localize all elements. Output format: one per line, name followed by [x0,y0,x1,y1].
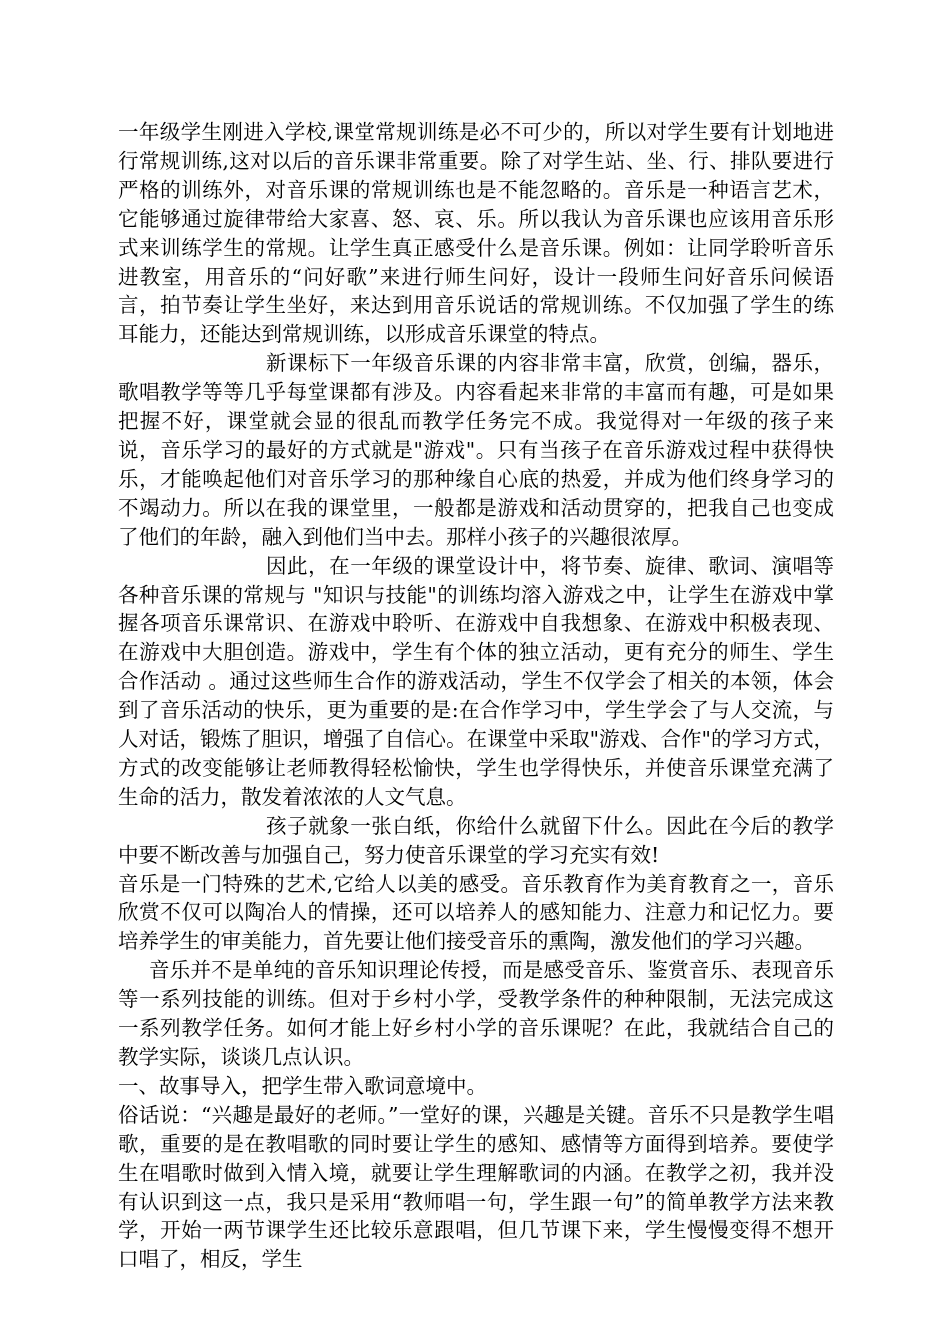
paragraph-rural-school: 音乐并不是单纯的音乐知识理论传授，而是感受音乐、鉴赏音乐、表现音乐等一系列技能的训练。但对于乡村小学，受教学条件的种种限制，无法完成这一系列教学任务。如何才能上好乡村小学的音乐课呢？在此，我就结合自己的教学实际，谈谈几点认识。 [118,958,834,1069]
paragraph-blank-paper: 孩子就象一张白纸，你给什么就留下什么。因此在今后的教学中要不断改善与加强自己，努力使音乐课堂的学习充实有效! [118,813,834,867]
paragraph-new-curriculum: 新课标下一年级音乐课的内容非常丰富，欣赏，创编，器乐，歌唱教学等等几乎每堂课都有涉及。内容看起来非常的丰富而有趣，可是如果把握不好，课堂就会显的很乱而教学任务完不成。我觉得对一年级的孩子来说，音乐学习的最好的方式就是"游戏"。只有当孩子在音乐游戏过程中获得快乐，才能唤起他们对音乐学习的那种缘自心底的热爱，并成为他们终身学习的不竭动力。所以在我的课堂里，一般都是游戏和活动贯穿的，把我自己也变成了他们的年龄，融入到他们当中去。那样小孩子的兴趣很浓厚。 [118,351,834,549]
paragraph-game-design: 因此，在一年级的课堂设计中，将节奏、旋律、歌词、演唱等各种音乐课的常规与 "知识与技能"的训练均溶入游戏之中，让学生在游戏中掌握各项音乐课常识、在游戏中聆听、在游戏中自我想象、在游戏中积极表现、在游戏中大胆创造。游戏中，学生有个体的独立活动，更有充分的师生、学生合作活动 。通过这些师生合作的游戏活动，学生不仅学会了相关的本领，体会到了音乐活动的快乐，更为重要的是:在合作学习中，学生学会了与人交流，与人对话，锻炼了胆识，增强了自信心。在课堂中采取"游戏、合作"的学习方式，方式的改变能够让老师教得轻松愉快，学生也学得快乐，并使音乐课堂充满了生命的活力，散发着浓浓的人文气息。 [118,553,834,809]
document-page [118,118,834,1274]
paragraph-classroom-routine: 一年级学生刚进入学校,课堂常规训练是必不可少的，所以对学生要有计划地进行常规训练,这对以后的音乐课非常重要。除了对学生站、坐、行、排队要进行严格的训练外，对音乐课的常规训练也是不能忽略的。音乐是一种语言艺术，它能够通过旋律带给大家喜、怒、哀、乐。所以我认为音乐课也应该用音乐形式来训练学生的常规。让学生真正感受什么是音乐课。例如：让同学聆听音乐进教室，用音乐的“问好歌”来进行师生问好，设计一段师生问好音乐问候语言，拍节奏让学生坐好，来达到用音乐说话的常规训练。不仅加强了学生的练耳能力，还能达到常规训练，以形成音乐课堂的特点。 [118,120,834,347]
paragraph-interest-teacher: 俗话说：“兴趣是最好的老师。”一堂好的课，兴趣是关键。音乐不只是教学生唱歌，重要的是在教唱歌的同时要让学生的感知、感情等方面得到培养。要使学生在唱歌时做到入情入境，就要让学生理解歌词的内涵。在教学之初，我并没有认识到这一点，我只是采用“教师唱一句，学生跟一句”的简单教学方法来教学，开始一两节课学生还比较乐意跟唱，但几节课下来，学生慢慢变得不想开口唱了，相反，学生 [118,1102,834,1272]
section-heading-story-intro: 一、故事导入，把学生带入歌词意境中。 [118,1073,487,1098]
paragraph-music-art: 音乐是一门特殊的艺术,它给人以美的感受。音乐教育作为美育教育之一，音乐欣赏不仅可以陶冶人的情操，还可以培养人的感知能力、注意力和记忆力。要培养学生的审美能力，首先要让他们接受音乐的熏陶，激发他们的学习兴趣。 [118,871,834,954]
